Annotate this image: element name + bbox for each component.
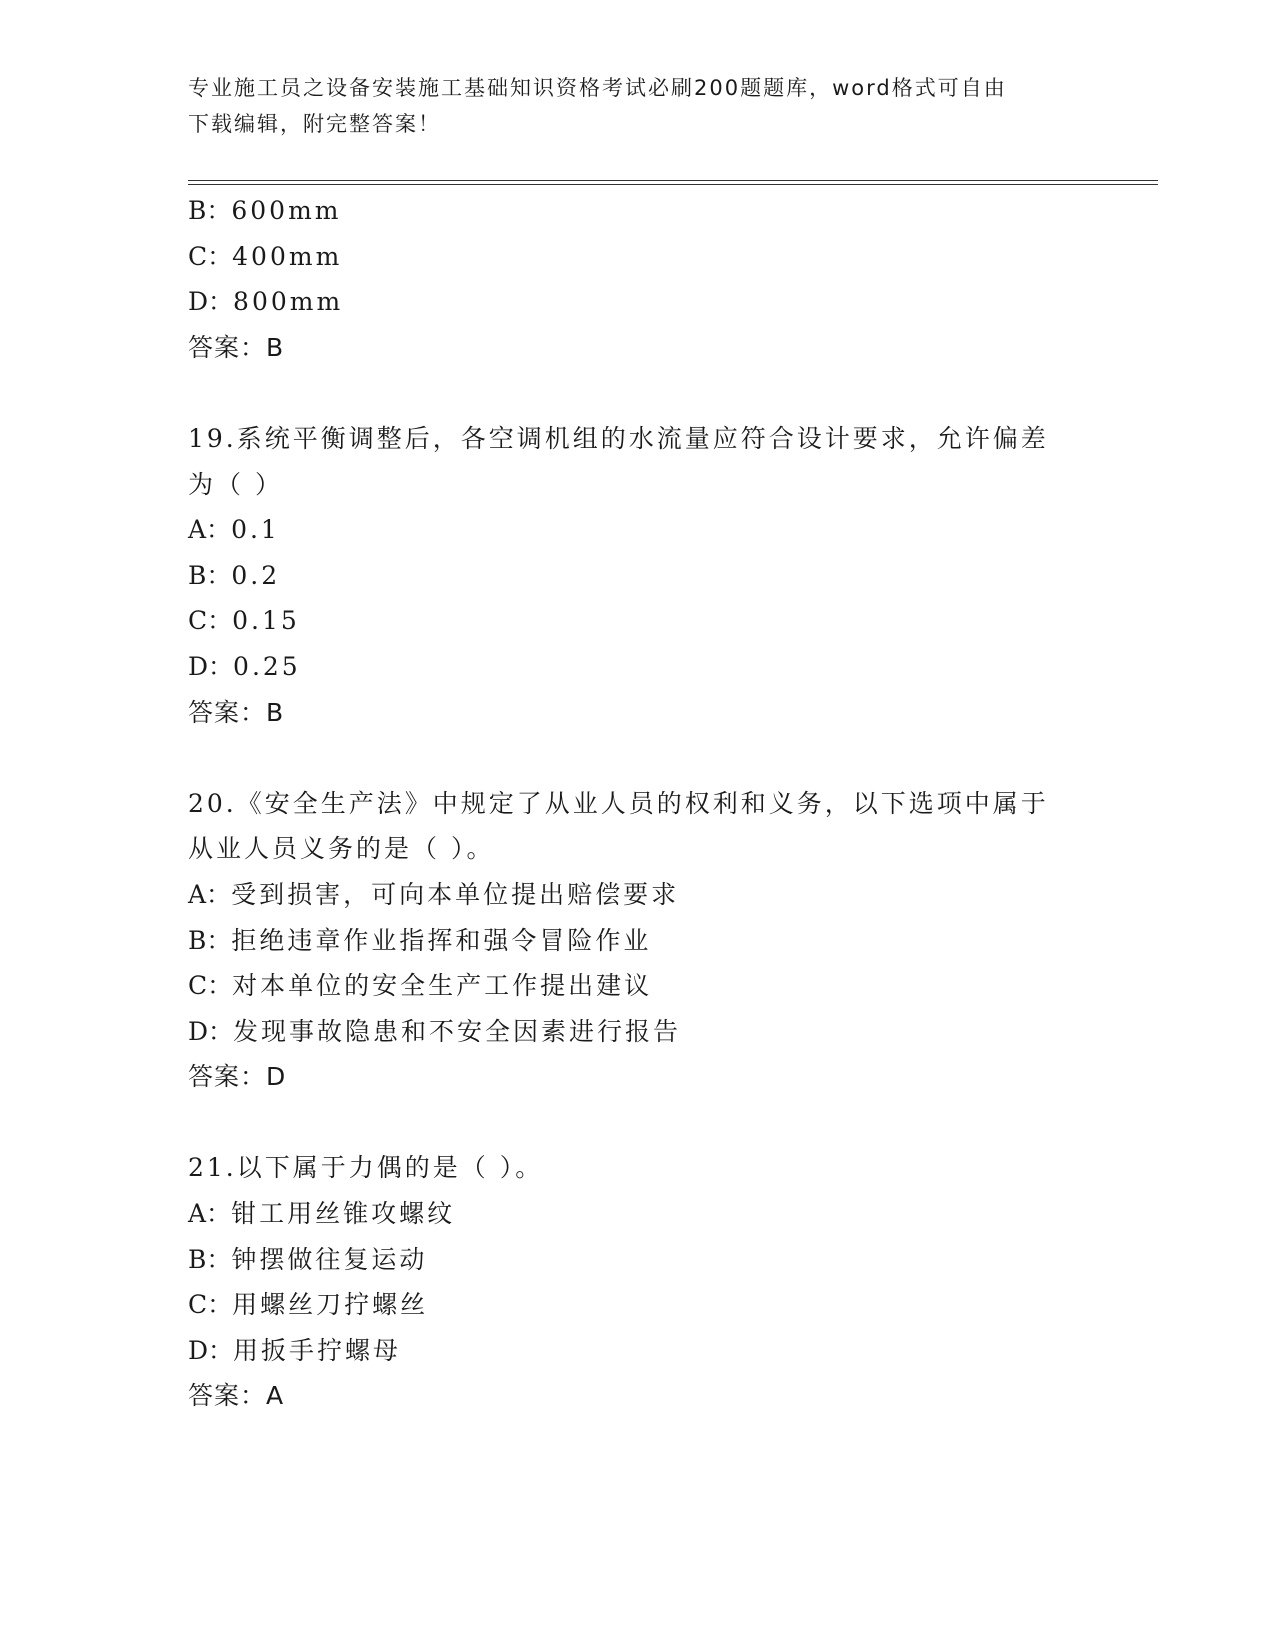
question-stem: 21.以下属于力偶的是（ ）。: [188, 1153, 544, 1183]
answer: 答案：D: [188, 1062, 287, 1092]
option-a: A：0.1: [188, 515, 280, 545]
header-line-2: 下载编辑，附完整答案！: [188, 112, 441, 136]
question-21: [188, 1145, 1088, 1419]
option-d: D：用扳手拧螺母: [188, 1335, 402, 1365]
question-stem-continued: 为（ ）: [188, 469, 283, 499]
option-b: B：拒绝违章作业指挥和强令冒险作业: [188, 925, 652, 955]
option-c: C：0.15: [188, 606, 300, 636]
option-d: D：发现事故隐患和不安全因素进行报告: [188, 1016, 682, 1046]
answer: 答案：B: [188, 697, 285, 727]
spacer: [188, 735, 1088, 781]
option-b: B：钟摆做往复运动: [188, 1244, 428, 1274]
option-d: D：800mm: [188, 287, 344, 317]
spacer: [188, 370, 1088, 416]
question-stem-continued: 从业人员义务的是（ ）。: [188, 834, 495, 864]
question-20: [188, 781, 1088, 1100]
option-c: C：用螺丝刀拧螺丝: [188, 1290, 429, 1320]
question-stem: 19.系统平衡调整后，各空调机组的水流量应符合设计要求，允许偏差: [188, 423, 1049, 453]
question-list: [188, 188, 1088, 1419]
option-b: B：600mm: [188, 196, 342, 225]
option-b: B：0.2: [188, 560, 281, 590]
question-18-tail: [188, 188, 1088, 370]
option-c: C：400mm: [188, 241, 343, 271]
answer: 答案：A: [188, 1381, 285, 1411]
header-rule-top: [188, 180, 1158, 181]
answer: 答案：B: [188, 332, 285, 362]
option-a: A：钳工用丝锥攻螺纹: [188, 1199, 456, 1229]
document-header: [188, 70, 1088, 142]
header-line-1: 专业施工员之设备安装施工基础知识资格考试必刷200题题库，word格式可自由: [188, 76, 1007, 100]
option-c: C：对本单位的安全生产工作提出建议: [188, 971, 653, 1001]
question-stem: 20.《安全生产法》中规定了从业人员的权利和义务，以下选项中属于: [188, 788, 1049, 818]
question-19: [188, 416, 1088, 735]
option-d: D：0.25: [188, 651, 301, 681]
spacer: [188, 1100, 1088, 1146]
option-a: A：受到损害，可向本单位提出赔偿要求: [188, 879, 680, 909]
header-rule-bottom: [188, 184, 1158, 185]
